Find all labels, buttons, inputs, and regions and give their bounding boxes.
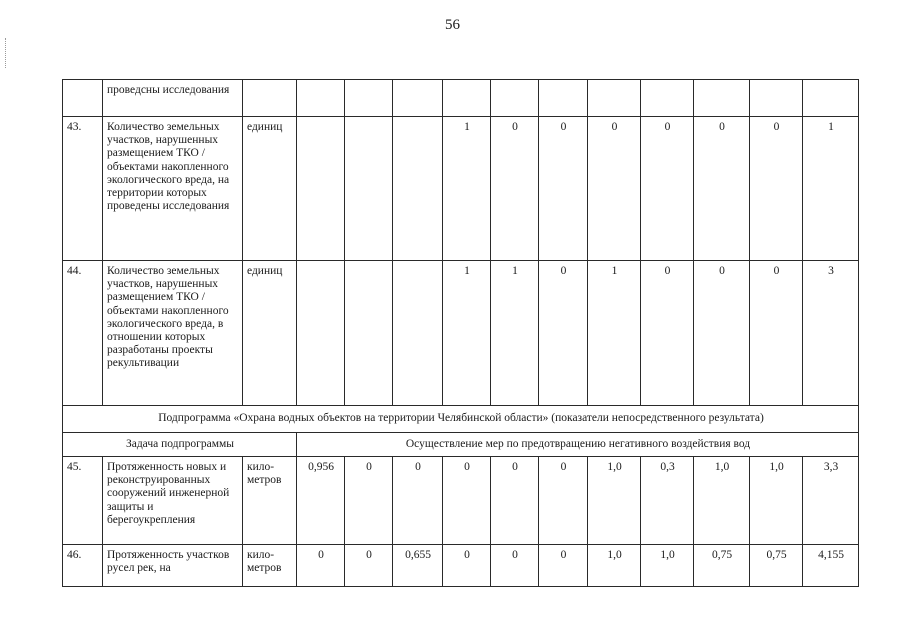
value-cell: 0,75 — [750, 545, 803, 587]
value-cell: 0 — [297, 545, 345, 587]
subprogram-title: Подпрограмма «Охрана водных объектов на территории Челябинской области» (показатели непосредственного результата) — [63, 406, 859, 433]
value-cell — [297, 80, 345, 117]
task-row — [63, 433, 859, 457]
value-cell: 1 — [443, 261, 491, 406]
value-cell: 0 — [750, 261, 803, 406]
value-cell: 0 — [539, 545, 588, 587]
value-cell: 0 — [345, 457, 393, 545]
value-cell — [539, 80, 588, 117]
value-cell: 0 — [750, 117, 803, 261]
value-cell: 1,0 — [588, 457, 641, 545]
value-cell — [297, 261, 345, 406]
task-text: Осуществление мер по предотвращению негативного воздействия вод — [297, 433, 859, 457]
page-number: 56 — [445, 17, 460, 33]
value-cell: 0 — [539, 261, 588, 406]
table-row — [63, 457, 859, 545]
value-cell: 1,0 — [588, 545, 641, 587]
row-number: 45. — [63, 457, 103, 545]
value-cell: 0 — [641, 117, 694, 261]
table-row — [63, 545, 859, 587]
margin-mark — [5, 38, 8, 68]
row-number: 43. — [63, 117, 103, 261]
value-cell: 0,655 — [393, 545, 443, 587]
value-cell — [588, 80, 641, 117]
indicator-name: Количество земельных участков, нарушенных размещением ТКО / объектами накопленного экологического вреда, в отношении которых разработаны проекты рекультивации — [103, 261, 243, 406]
value-cell — [393, 261, 443, 406]
value-cell — [393, 117, 443, 261]
value-cell: 0 — [345, 545, 393, 587]
unit: кило-метров — [243, 545, 297, 587]
value-cell: 0 — [491, 545, 539, 587]
indicator-name: Протяженность новых и реконструированных сооружений инженерной защиты и берегоукрепления — [103, 457, 243, 545]
value-cell: 1 — [443, 117, 491, 261]
indicator-name: Протяженность участков русел рек, на — [103, 545, 243, 587]
value-cell: 0 — [443, 545, 491, 587]
value-cell: 0 — [694, 261, 750, 406]
value-cell: 0 — [491, 117, 539, 261]
value-cell: 0 — [694, 117, 750, 261]
value-cell: 0,3 — [641, 457, 694, 545]
value-cell — [345, 117, 393, 261]
value-cell: 1,0 — [641, 545, 694, 587]
unit — [243, 80, 297, 117]
table-row — [63, 117, 859, 261]
value-cell — [443, 80, 491, 117]
unit: единиц — [243, 117, 297, 261]
value-cell — [345, 261, 393, 406]
indicator-name: проведсны исследования — [103, 80, 243, 117]
value-cell: 1,0 — [750, 457, 803, 545]
value-cell: 1 — [491, 261, 539, 406]
value-cell — [393, 80, 443, 117]
value-cell: 0 — [641, 261, 694, 406]
table-row — [63, 261, 859, 406]
unit: единиц — [243, 261, 297, 406]
table-row — [63, 80, 859, 117]
value-cell — [694, 80, 750, 117]
value-cell — [491, 80, 539, 117]
value-cell: 0,956 — [297, 457, 345, 545]
value-cell: 0,75 — [694, 545, 750, 587]
value-cell: 0 — [491, 457, 539, 545]
value-cell: 0 — [393, 457, 443, 545]
value-cell — [750, 80, 803, 117]
subprogram-row — [63, 406, 859, 433]
value-cell: 0 — [588, 117, 641, 261]
value-cell: 1 — [803, 117, 859, 261]
unit: кило-метров — [243, 457, 297, 545]
value-cell — [641, 80, 694, 117]
value-cell — [297, 117, 345, 261]
indicator-name: Количество земельных участков, нарушенных размещением ТКО / объектами накопленного экологического вреда, на территории которых проведены исследования — [103, 117, 243, 261]
value-cell: 3 — [803, 261, 859, 406]
row-number: 46. — [63, 545, 103, 587]
value-cell: 0 — [539, 117, 588, 261]
row-number: 44. — [63, 261, 103, 406]
value-cell: 0 — [443, 457, 491, 545]
indicators-table — [62, 79, 859, 587]
value-cell: 3,3 — [803, 457, 859, 545]
value-cell: 0 — [539, 457, 588, 545]
value-cell — [803, 80, 859, 117]
value-cell: 1 — [588, 261, 641, 406]
task-label: Задача подпрограммы — [63, 433, 297, 457]
row-number — [63, 80, 103, 117]
value-cell: 4,155 — [803, 545, 859, 587]
value-cell: 1,0 — [694, 457, 750, 545]
value-cell — [345, 80, 393, 117]
